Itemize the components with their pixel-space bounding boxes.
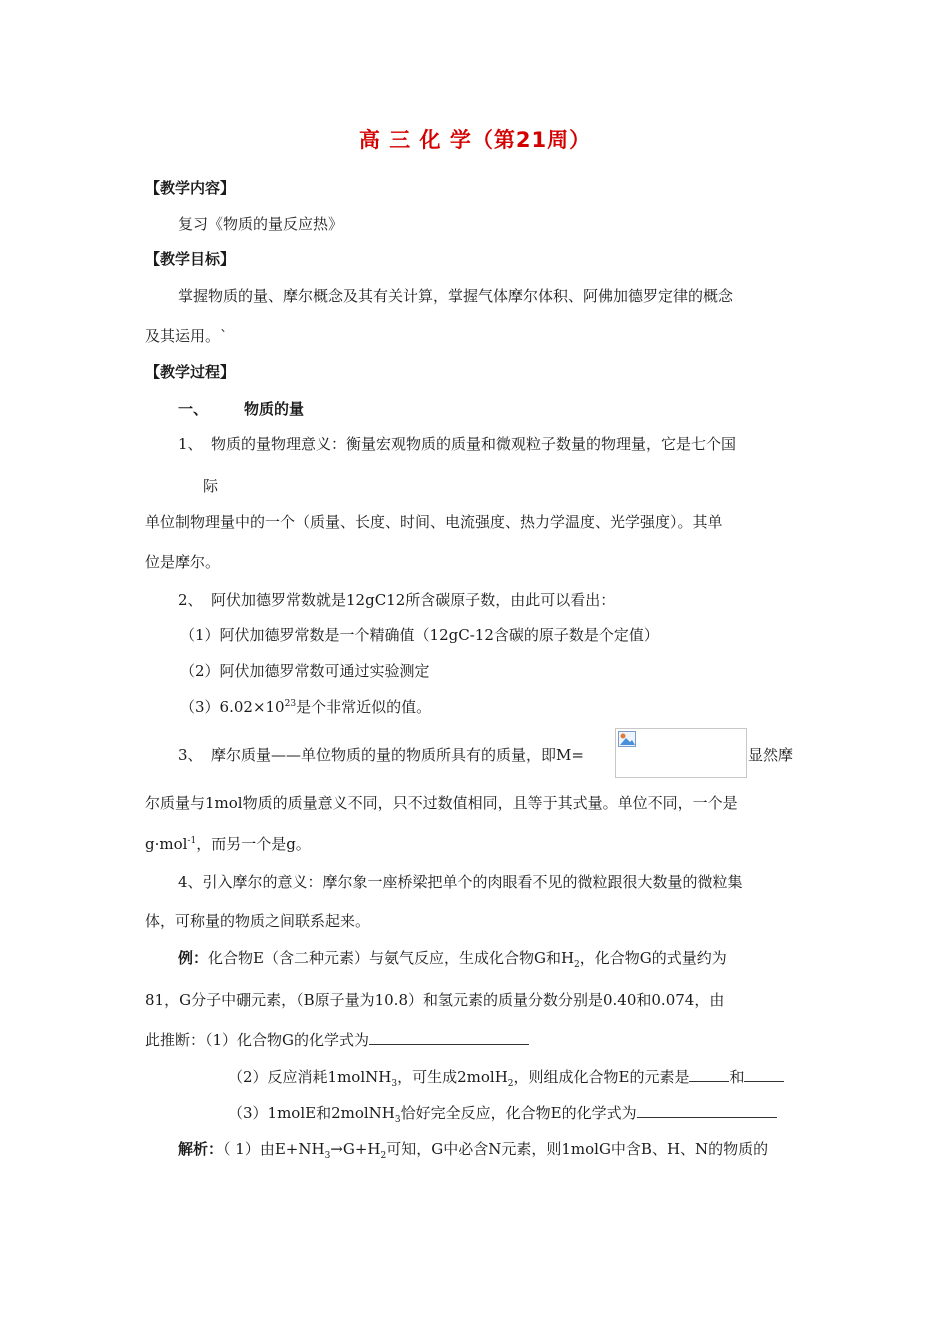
heading-teaching-process: 【教学过程】 [145, 363, 236, 381]
point-4-line-1: 4、引入摩尔的意义：摩尔象一座桥梁把单个的肉眼看不见的微粒跟很大数量的微粒集 [178, 873, 743, 891]
teaching-content-text: 复习《物质的量反应热》 [178, 215, 344, 233]
example-question-2-sub-1: 3 [391, 1079, 398, 1089]
example-label: 例： [178, 949, 209, 967]
point-1-line-3: 单位制物理量中的一个（质量、长度、时间、电流强度、热力学温度、光学强度）。其单 [145, 513, 723, 531]
point-3-after-image: 显然摩 [748, 746, 794, 764]
example-question-3-pre: （3）1molE和2molNH [228, 1104, 395, 1122]
point-2-item-3-pre: （3）6.02×10 [180, 698, 285, 716]
example-question-2-and: 和 [729, 1068, 745, 1086]
solution-sub-2: 2 [380, 1151, 387, 1161]
section-1-title: 物质的量 [244, 400, 305, 418]
point-2-item-2: （2）阿伏加德罗常数可通过实验测定 [180, 662, 430, 680]
example-line-1-sub: 2 [574, 960, 580, 970]
solution-post: 可知，G中必含N元素，则1molG中含B、H、N的物质的 [386, 1140, 769, 1158]
solution-mid: →G+H [330, 1140, 381, 1158]
answer-blank-1[interactable] [369, 1030, 529, 1045]
example-question-1: 此推断：（1）化合物G的化学式为 [145, 1031, 370, 1049]
point-2-number: 2、 [178, 591, 203, 609]
point-2-item-3-post: 是个非常近似的值。 [296, 698, 432, 716]
example-question-2-post: ，则组成化合物E的元素是 [513, 1068, 690, 1086]
answer-blank-2[interactable] [689, 1067, 729, 1082]
point-2-item-3-exponent: 23 [284, 699, 297, 709]
formula-image-placeholder [615, 728, 747, 778]
solution-line-1 [178, 1139, 768, 1159]
example-question-2-pre: （2）反应消耗1molNH [228, 1068, 392, 1086]
section-1-number: 一、 [178, 400, 209, 418]
point-2-line-1: 阿伏加德罗常数就是12gC12所含碳原子数，由此可以看出： [211, 591, 616, 609]
example-line-2: 81，G分子中硼元素，（B原子量为10.8）和氢元素的质量分数分别是0.40和0.074，由 [145, 991, 725, 1009]
point-3-line-1: 摩尔质量——单位物质的量的物质所具有的质量，即M= [211, 746, 584, 764]
example-question-3 [228, 1103, 777, 1123]
point-3-unit-post: ，而另一个是g。 [196, 835, 311, 853]
point-3-unit-exponent: -1 [187, 836, 197, 846]
point-2-item-3 [180, 697, 431, 717]
example-line-3 [145, 1030, 529, 1050]
point-1-line-4: 位是摩尔。 [145, 553, 221, 571]
point-3-number: 3、 [178, 746, 203, 764]
answer-blank-4[interactable] [637, 1103, 777, 1118]
example-question-3-post: 恰好完全反应，化合物E的化学式为 [400, 1104, 637, 1122]
solution-pre: （ 1）由E+NH [223, 1140, 325, 1158]
example-line-1 [178, 948, 727, 968]
point-2-item-1: （1）阿伏加德罗常数是一个精确值（12gC-12含碳的原子数是个定值） [180, 626, 659, 644]
point-1-line-1: 物质的量物理意义：衡量宏观物质的质量和微观粒子数量的物理量，它是七个国 [211, 435, 737, 453]
example-question-2-mid: ，可生成2molH [397, 1068, 508, 1086]
point-1-line-2: 际 [203, 477, 219, 495]
point-4-line-2: 体，可称量的物质之间联系起来。 [145, 912, 371, 930]
example-line-1-post: ，化合物G的式量约为 [579, 949, 727, 967]
example-question-3-sub: 3 [394, 1115, 401, 1125]
heading-teaching-content: 【教学内容】 [145, 179, 236, 197]
point-3-unit-pre: g·mol [145, 835, 188, 853]
goal-line-2: 及其运用。` [145, 327, 228, 345]
page-title: 高 三 化 学（第21周） [358, 128, 592, 152]
point-3-line-2: 尔质量与1mol物质的质量意义不同，只不过数值相同，且等于其式量。单位不同，一个是 [145, 794, 738, 812]
example-question-2 [228, 1067, 784, 1087]
heading-teaching-goal: 【教学目标】 [145, 250, 236, 268]
goal-line-1: 掌握物质的量、摩尔概念及其有关计算，掌握气体摩尔体积、阿佛加德罗定律的概念 [178, 287, 734, 305]
point-1-number: 1、 [178, 435, 203, 453]
example-question-2-sub-2: 2 [507, 1079, 514, 1089]
solution-label: 解析： [178, 1140, 224, 1158]
point-3-line-3 [145, 834, 311, 854]
broken-image-icon [618, 731, 636, 747]
solution-sub-1: 3 [324, 1151, 331, 1161]
example-line-1-pre: 化合物E（含二种元素）与氨气反应，生成化合物G和H [208, 949, 575, 967]
answer-blank-3[interactable] [744, 1067, 784, 1082]
